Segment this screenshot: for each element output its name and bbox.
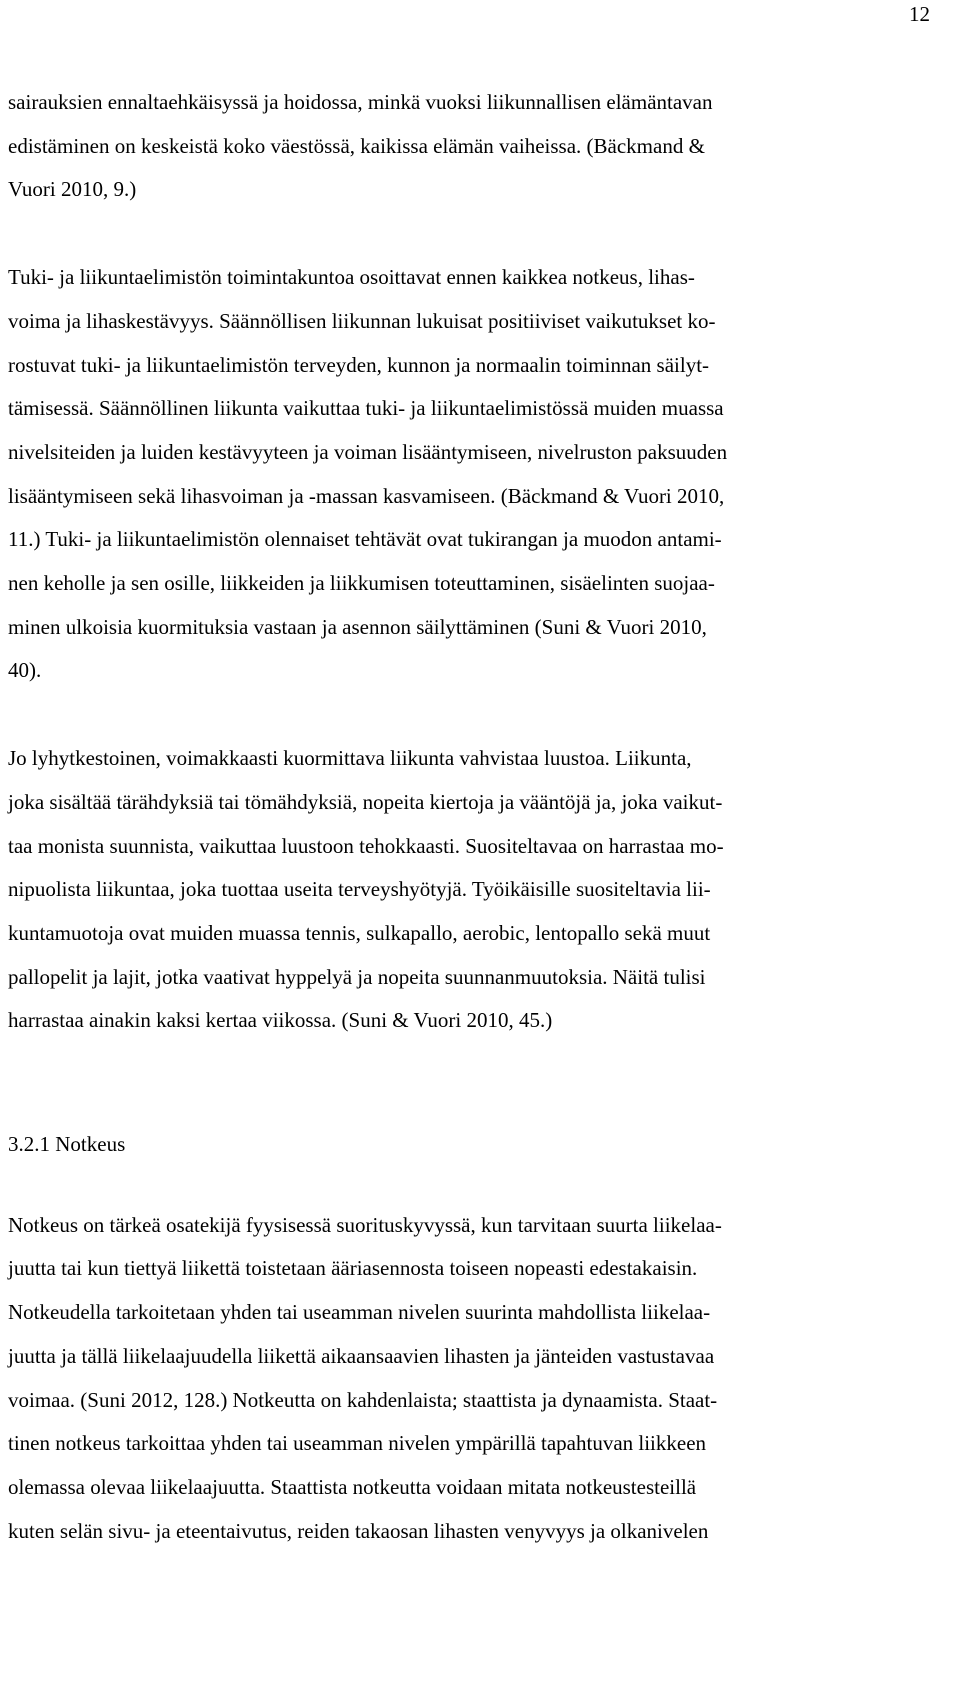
paragraph-spacer	[8, 693, 886, 737]
paragraph-1: sairauksien ennaltaehkäisyssä ja hoidossa, minkä vuoksi liikunnallisen elämäntavan edistäminen on keskeistä koko väestössä, kaikissa elämän vaiheissa. (Bäckmand & Vuori 2010, 9.)	[8, 90, 713, 202]
paragraph-3: Jo lyhytkestoinen, voimakkaasti kuormittava liikunta vahvistaa luustoa. Liikunta, joka sisältää tärähdyksiä tai tömähdyksiä, nopeita kiertoja ja vääntöjä ja, joka vaikut- taa monista suunnista, vaikuttaa luustoon tehokkaasti. Suositeltavaa on harrastaa mo- nipuolista liikuntaa, joka tuottaa useita terveyshyötyjä. Työikäisille suositeltavia lii- kuntamuotoja ovat muiden muassa tennis, sulkapallo, aerobic, lentopallo sekä muut pallopelit ja lajit, jotka vaativat hyppelyä ja nopeita suunnanmuutoksia. Näitä tulisi harrastaa ainakin kaksi kertaa viikossa. (Suni & Vuori 2010, 45.)	[8, 746, 724, 1033]
paragraph-4: Notkeus on tärkeä osatekijä fyysisessä suorituskyvyssä, kun tarvitaan suurta liikelaa- juutta tai kun tiettyä liikettä toistetaan ääriasennosta toiseen nopeasti edestakaisin. Notkeudella tarkoitetaan yhden tai useamman nivelen suurinta mahdollista liikelaa- juutta ja tällä liikelaajuudella liikettä aikaansaavien lihasten ja jänteiden vastustavaa voimaa. (Suni 2012, 128.) Notkeutta on kahdenlaista; staattista ja dynaamista. Staat- tinen notkeus tarkoittaa yhden tai useamman nivelen ympärillä tapahtuvan liikkeen olemassa olevaa liikelaajuutta. Staattista notkeutta voidaan mitata notkeustesteillä kuten selän sivu- ja eteentaivutus, reiden takaosan lihasten venyvyys ja olkanivelen	[8, 1212, 722, 1543]
document-body	[8, 81, 886, 1553]
paragraph-2: Tuki- ja liikuntaelimistön toimintakuntoa osoittavat ennen kaikkea notkeus, lihas- voima ja lihaskestävyys. Säännöllisen liikunnan lukuisat positiiviset vaikutukset ko- rostuvat tuki- ja liikuntaelimistön terveyden, kunnon ja normaalin toiminnan säilyt- tämisessä. Säännöllinen liikunta vaikuttaa tuki- ja liikuntaelimistössä muiden muassa nivelsiteiden ja luiden kestävyyteen ja voiman lisääntymiseen, nivelruston paksuuden lisääntymiseen sekä lihasvoiman ja -massan kasvamiseen. (Bäckmand & Vuori 2010, 11.) Tuki- ja liikuntaelimistön olennaiset tehtävät ovat tukirangan ja muodon antami- nen keholle ja sen osille, liikkeiden ja liikkumisen toteuttaminen, sisäelinten suojaa- minen ulkoisia kuormituksia vastaan ja asennon säilyttäminen (Suni & Vuori 2010, 40).	[8, 265, 728, 683]
section-spacer	[8, 1043, 886, 1123]
section-heading: 3.2.1 Notkeus	[8, 1132, 126, 1157]
paragraph-spacer	[8, 212, 886, 256]
heading-spacer	[8, 1167, 886, 1204]
page-number: 12	[909, 2, 930, 26]
